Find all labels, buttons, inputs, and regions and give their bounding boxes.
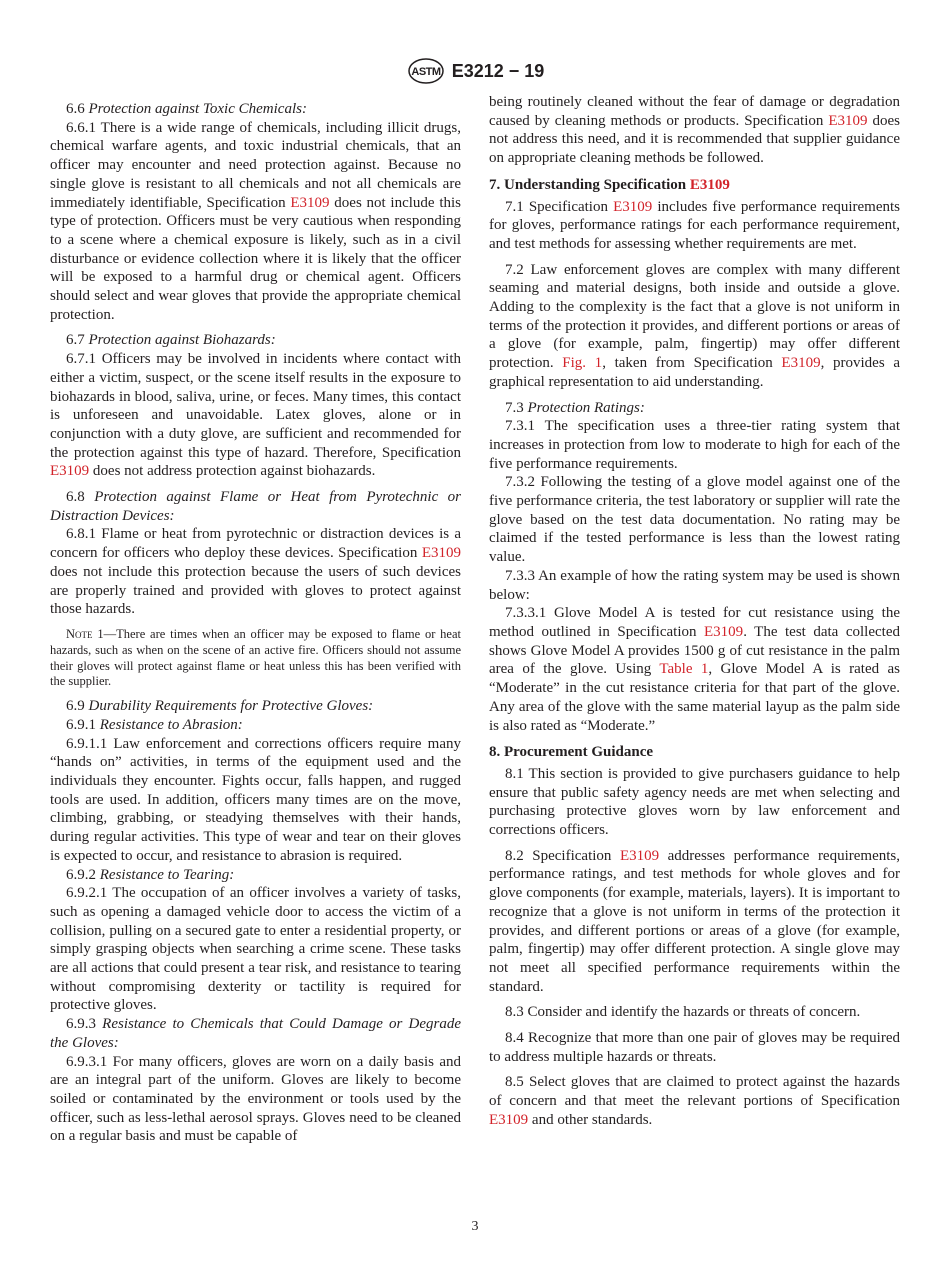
text: . The test data collected shows Glove Model A provides 1500 g of cut resistance in the palm area of the glove. Using [489, 623, 900, 678]
paragraph [50, 350, 461, 481]
text: 7.1 Specification [505, 198, 614, 215]
text: does not include this protection because the users of such devices are properly trained and provided with gloves to protect against those hazards. [50, 563, 461, 618]
text: 7.2 Law enforcement gloves are complex with many different seaming and material designs, both inside and outside a glove. Adding to the complexity is the fact that a glove is not uniform in terms of the protection it provides, and different portions or areas of a glove (for example, palm, fingertip) may offer different protection. [489, 261, 900, 372]
text: does not address this need, and it is recommended that supplier guidance on appropriate cleaning methods be followed. [489, 112, 900, 167]
document-id: E3212 − 19 [451, 60, 545, 81]
text: includes five performance requirements for gloves, performance ratings for each performance requirement, and test methods for assessing whether requirements are met. [489, 198, 900, 252]
text: 6.9.1 [66, 716, 100, 733]
reference-link[interactable]: E3109 [290, 194, 330, 211]
reference-link[interactable]: E3109 [781, 355, 821, 372]
text: 6.9.2.1 The occupation of an officer involves a variety of tasks, such as opening a damaged vehicle door to access the victim of a collision, pulling on a secured gate to enter a residential property, or simply grasping objects when searching a crime scene. These tasks are all actions that could present a tear risk, and resistance to tearing without compromising dexterity or tactility is required for protective gloves. [50, 885, 461, 1014]
note-label: Note [66, 626, 93, 641]
paragraph [489, 261, 900, 392]
text: 6.6 [66, 101, 89, 117]
section-heading [50, 488, 461, 525]
text: does not include this type of protection. Officers must be very cautious when responding to a scene where a chemical exposure is likely, such as in a civil disturbance or evidence collection where it is likely that the officer will be exposed to a harmful drug or chemical agent. Officers should select and wear gloves that provide the appropriate chemical protection. [50, 194, 461, 323]
text: 6.9.2 [66, 866, 100, 883]
paragraph [489, 473, 900, 567]
paragraph [489, 417, 900, 473]
section-title: Protection against Flame or Heat from Pyrotechnic or Distraction Devices: [50, 489, 461, 524]
text: 1—There are times when an officer may be exposed to flame or heat hazards, such as when on the scene of an active fire. Officers should not assume their gloves will protect against flame or heat unless this has been verified with the supplier. [50, 626, 461, 689]
section-heading [50, 1015, 461, 1052]
reference-link[interactable]: Fig. 1 [562, 355, 603, 372]
reference-link[interactable]: E3109 [689, 176, 730, 193]
section-title: Resistance to Chemicals that Could Damage or Degrade the Gloves: [50, 1016, 461, 1051]
text: and other standards. [528, 1111, 653, 1128]
note [50, 627, 461, 690]
astm-logo-icon [406, 56, 446, 86]
paragraph [489, 1003, 900, 1022]
text: does not address protection against biohazards. [89, 463, 376, 480]
text: 6.7 [66, 332, 89, 349]
left-column [50, 93, 461, 1146]
section-heading [50, 100, 461, 119]
section-heading [50, 866, 461, 885]
section-title: Resistance to Tearing: [99, 866, 235, 883]
page-header [0, 56, 950, 86]
section-heading [489, 743, 900, 762]
paragraph [489, 1029, 900, 1066]
reference-link[interactable]: E3109 [50, 463, 90, 480]
paragraph [50, 525, 461, 619]
reference-link[interactable]: E3109 [421, 545, 461, 562]
section-title: Resistance to Abrasion: [99, 716, 243, 733]
paragraph [489, 93, 900, 168]
section-heading [50, 697, 461, 716]
section-heading [50, 716, 461, 735]
text: 6.9 [66, 698, 89, 715]
reference-link[interactable]: Table 1 [659, 661, 709, 678]
paragraph [489, 604, 900, 735]
text: 7.3 [505, 399, 528, 416]
page-number: 3 [471, 1219, 479, 1234]
section-title: Protection against Toxic Chemicals: [88, 101, 307, 117]
text: 6.9.3 [66, 1016, 103, 1033]
heading-text: 8. Procurement Guidance [489, 744, 654, 761]
paragraph [50, 735, 461, 866]
reference-link[interactable]: E3109 [828, 112, 868, 129]
paragraph [50, 884, 461, 1015]
text: 7.3.3.1 Glove Model A is tested for cut resistance using the method outlined in Specification [489, 605, 900, 640]
heading-text: 7. Understanding Specification [489, 176, 690, 193]
section-title: Durability Requirements for Protective Gloves: [88, 698, 374, 715]
text: 6.8.1 Flame or heat from pyrotechnic or distraction devices is a concern for officers who deploy these devices. Specification [50, 526, 461, 562]
reference-link[interactable]: E3109 [613, 198, 653, 215]
text: 8.3 Consider and identify the hazards or threats of concern. [505, 1004, 861, 1021]
reference-link[interactable]: E3109 [619, 847, 660, 864]
text: 6.9.3.1 For many officers, gloves are worn on a daily basis and are an integral part of the uniform. Gloves are likely to become soiled or contaminated by the environment or tools used by the officer, such as less-lethal aerosol sprays. Gloves need to be cleaned on a regular basis and must be capable of [50, 1053, 461, 1145]
text: 8.4 Recognize that more than one pair of gloves may be required to address multiple hazards or threats. [489, 1030, 900, 1065]
paragraph [489, 198, 900, 254]
text: , taken from Specification [602, 355, 782, 372]
text: 6.6.1 There is a wide range of chemicals, including illicit drugs, chemical warfare agents, and toxic industrial chemicals, that an officer may encounter and need protection against. Because no single glove is resistant to all chemicals and not all chemicals are immediately identifiable, Specification [50, 119, 461, 211]
section-title: Protection Ratings: [527, 399, 645, 416]
text: addresses performance requirements, performance ratings, and test methods for whole gloves and for glove components (for example, materials, layers). It is important to recognize that a glove is not uniform in terms of the protection it provides, and different portions or areas of a glove (for example, palm, fingertip) may offer different protection. A single glove may not meet all specified performance requirements within the standard. [489, 847, 900, 995]
section-heading [50, 331, 461, 350]
text: 6.8 [66, 489, 95, 506]
text: 6.7.1 Officers may be involved in incidents where contact with either a victim, suspect, or the scene itself results in the exposure to biohazards in blood, saliva, urine, or feces. Many times, this contact is unforeseen and unavoidable. Latex gloves, alone or in conjunction with a duty glove, are sufficient and recommended for the protection against this type of hazard. Therefore, Specification [50, 351, 461, 461]
text: 8.1 This section is provided to give purchasers guidance to help ensure that public safety agency needs are met when selecting and purchasing protective gloves worn by law enforcement and corrections officers. [489, 765, 900, 839]
text: 7.3.1 The specification uses a three-tier rating system that increases in protection from low to moderate to high for each of the five performance requirements. [489, 418, 900, 472]
paragraph [489, 1073, 900, 1129]
reference-link[interactable]: E3109 [489, 1111, 529, 1128]
text: 6.9.1.1 Law enforcement and corrections officers require many “hands on” activities, in terms of the equipment used and the individuals they encounter. Fights occur, falls happen, and rugged tools are used. In addition, officers many times are on the move, climbing, grabbing, or steadying themselves with their hands, during regular activities. This type of wear and tear on their gloves is expected to occur, and resistance to abrasion is required. [50, 735, 461, 864]
text: , Glove Model A is rated as “Moderate” in the cut resistance criteria for that part of the glove. Any area of the glove with the same material layup as the palm side is also rated as “Moderate.” [489, 661, 900, 734]
right-column [489, 93, 900, 1130]
text: 7.3.3 An example of how the rating system may be used is shown below: [489, 567, 900, 603]
section-heading [489, 176, 900, 195]
paragraph [50, 1053, 461, 1147]
section-heading [489, 399, 900, 418]
reference-link[interactable]: E3109 [704, 623, 744, 640]
text: , provides a graphical representation to aid understanding. [489, 355, 900, 390]
paragraph [50, 119, 461, 325]
paragraph [489, 765, 900, 840]
text: being routinely cleaned without the fear of damage or degradation caused by cleaning methods or products. Specification [489, 94, 900, 129]
paragraph [489, 847, 900, 997]
svg-text:ASTM: ASTM [411, 66, 441, 78]
text: 8.2 Specification [505, 847, 620, 864]
paragraph [489, 567, 900, 604]
text: 8.5 Select gloves that are claimed to protect against the hazards of concern and that meet the relevant portions of Specification [489, 1074, 900, 1110]
section-title: Protection against Biohazards: [88, 332, 276, 349]
text: 7.3.2 Following the testing of a glove model against one of the five performance criteria, the test laboratory or supplier will rate the glove based on the test data documentation. No rating may be claimed if the tested performance is less than the lowest rating value. [489, 474, 900, 566]
